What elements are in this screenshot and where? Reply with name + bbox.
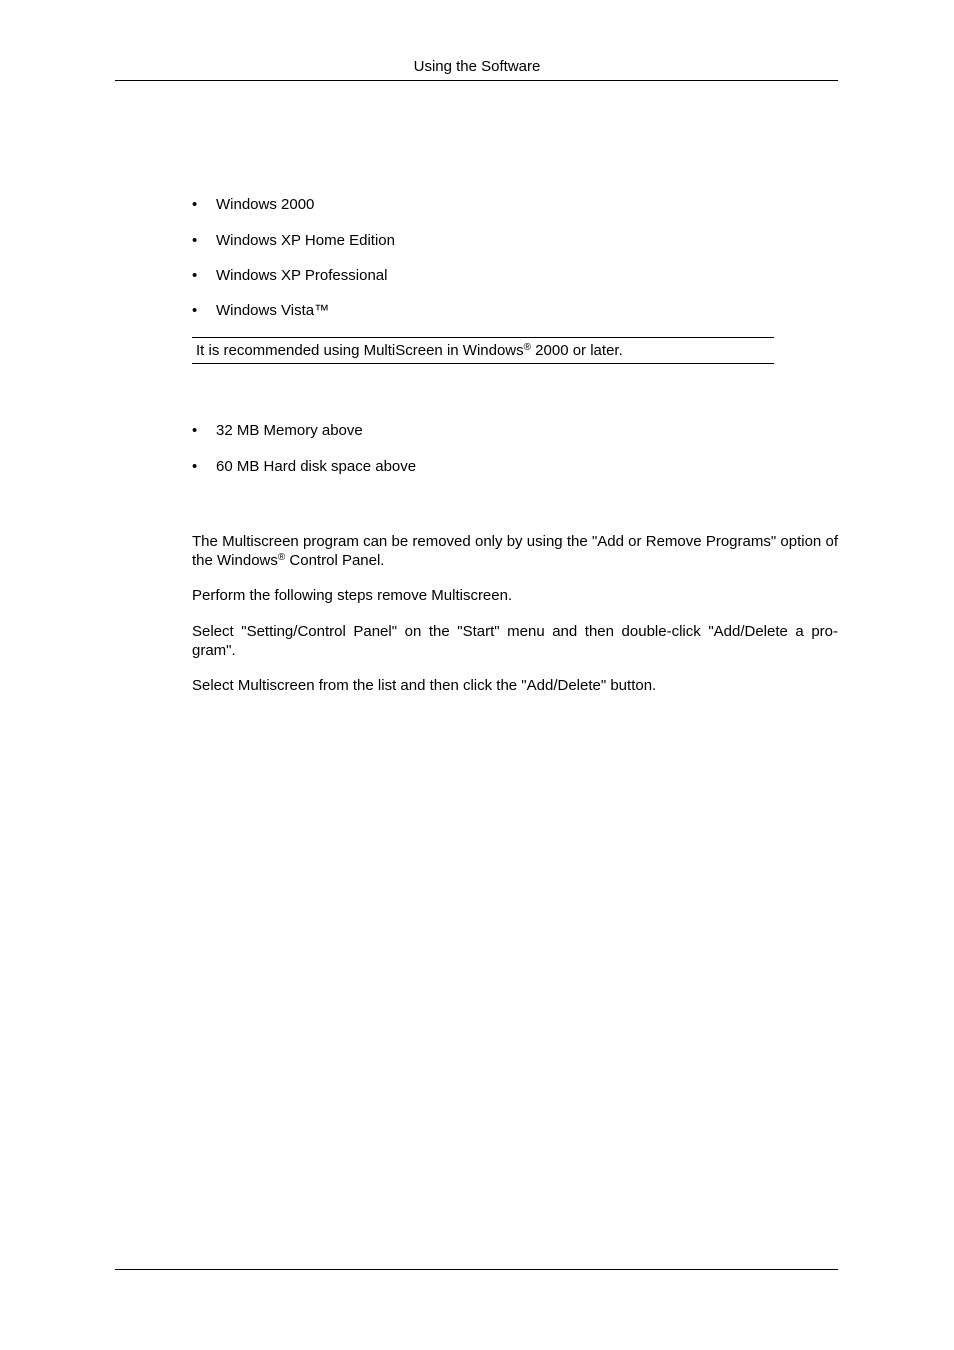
uninstall-paragraph-1 — [192, 532, 838, 570]
recommendation-note — [192, 337, 774, 364]
header-title: Using the Software — [413, 58, 541, 75]
list-item-text: Windows Vista™ — [216, 302, 330, 319]
note-text-before: It is recommended using MultiScreen in Windows — [196, 342, 524, 359]
list-item-text: Windows 2000 — [216, 196, 315, 213]
uninstall-paragraph-2: Perform the following steps remove Multiscreen. — [192, 587, 513, 604]
bullet-icon: • — [192, 302, 198, 319]
header-rule — [115, 80, 838, 81]
registered-mark: ® — [277, 552, 286, 563]
bullet-icon: • — [192, 196, 198, 213]
bullet-icon: • — [192, 458, 198, 475]
note-text — [196, 342, 623, 359]
list-item-text: 32 MB Memory above — [216, 422, 363, 439]
list-item-text: Windows XP Professional — [216, 267, 388, 284]
bullet-icon: • — [192, 422, 198, 439]
paragraph-text: Control Panel. — [285, 552, 385, 569]
list-item-text: Windows XP Home Edition — [216, 232, 395, 249]
registered-mark: ® — [523, 342, 532, 353]
list-item-text: 60 MB Hard disk space above — [216, 458, 417, 475]
bullet-icon: • — [192, 232, 198, 249]
bullet-icon: • — [192, 267, 198, 284]
note-text-after: 2000 or later. — [531, 342, 623, 359]
uninstall-paragraph-4: Select Multiscreen from the list and then click the "Add/Delete" button. — [192, 677, 657, 694]
paragraph-text: The Multiscreen program can be removed only by using the "Add or Remove Programs" option of the Windows — [192, 533, 838, 569]
uninstall-paragraph-3: Select "Setting/Control Panel" on the "Start" menu and then double-click "Add/Delete a pro- gram". — [192, 623, 838, 659]
footer-rule — [115, 1269, 838, 1270]
